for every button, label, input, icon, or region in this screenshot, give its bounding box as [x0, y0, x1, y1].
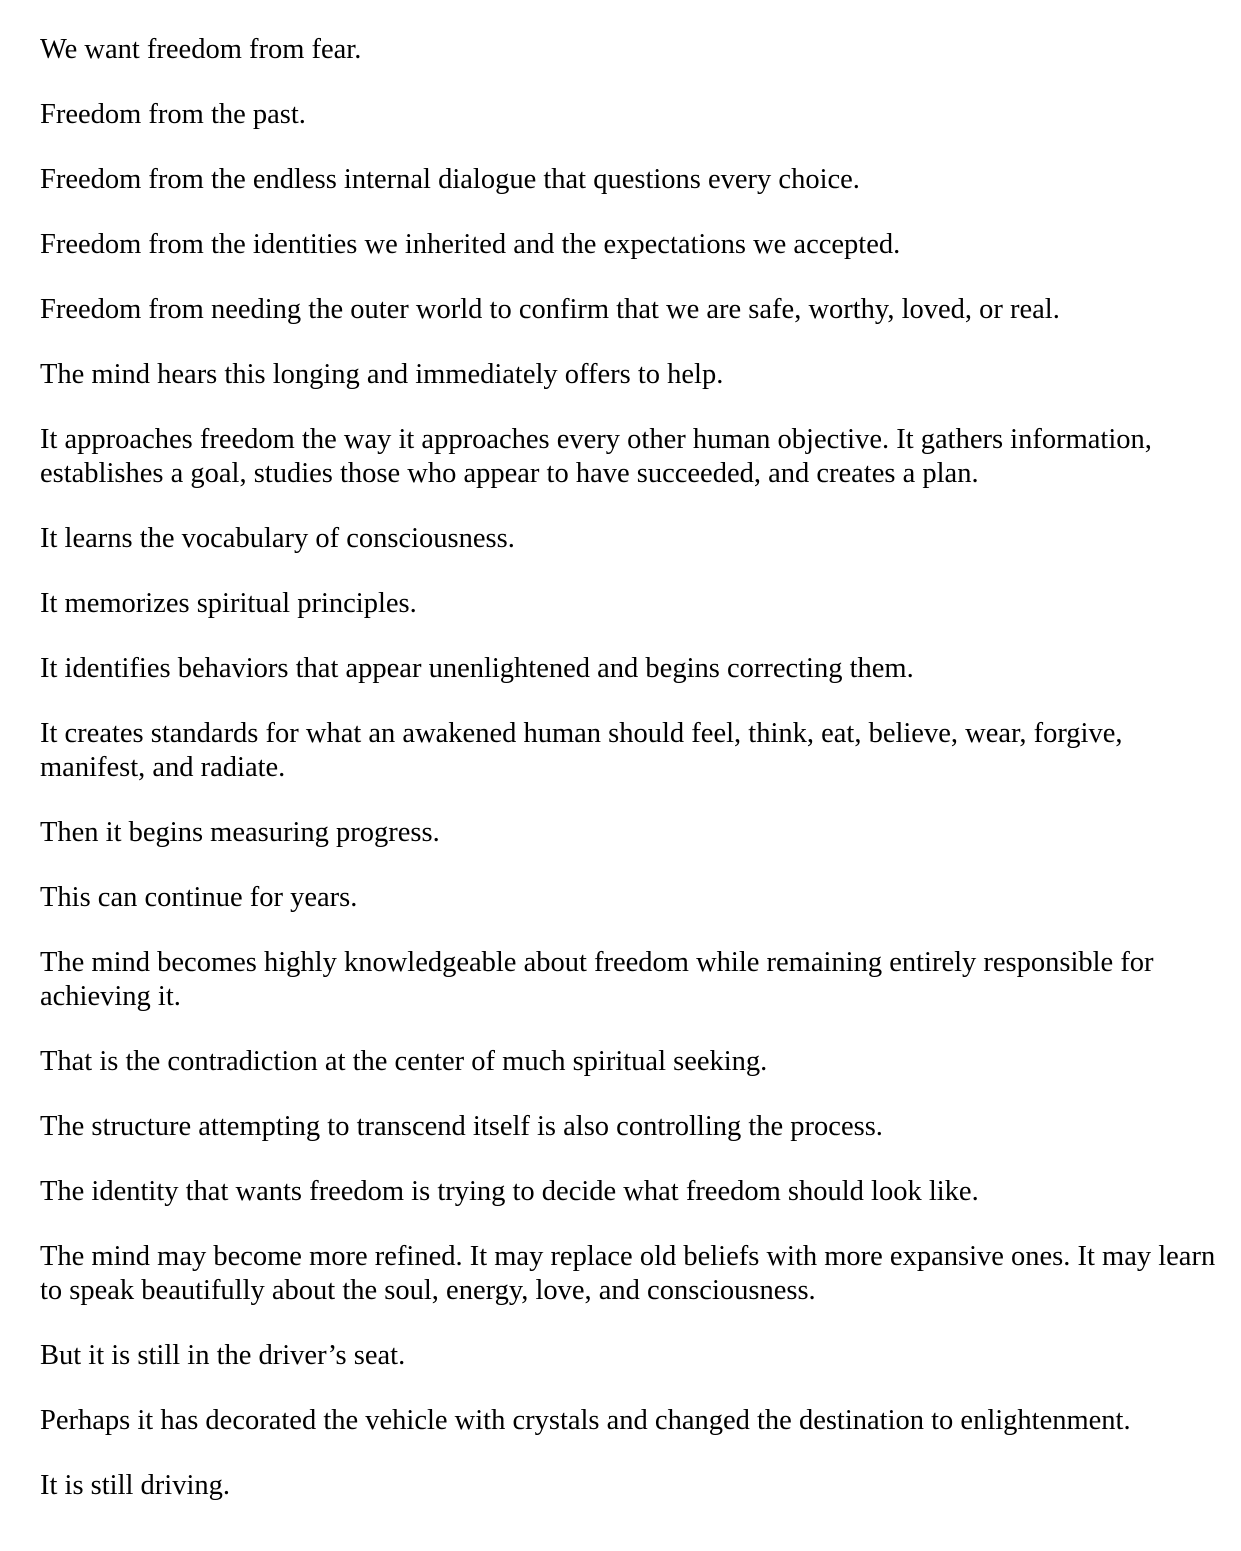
paragraph: It learns the vocabulary of consciousness. [40, 523, 515, 554]
paragraph: It creates standards for what an awakened human should feel, think, eat, believe, wear, forgive, manifest, and radiate. [40, 718, 1123, 783]
paragraph: Freedom from the past. [40, 99, 306, 130]
paragraph: The structure attempting to transcend itself is also controlling the process. [40, 1111, 883, 1142]
paragraph: It approaches freedom the way it approaches every other human objective. It gathers information, establishes a goal, studies those who appear to have succeeded, and creates a plan. [40, 424, 1152, 489]
paragraph: It identifies behaviors that appear unenlightened and begins correcting them. [40, 653, 914, 684]
paragraph: That is the contradiction at the center of much spiritual seeking. [40, 1046, 768, 1077]
paragraph: Freedom from needing the outer world to confirm that we are safe, worthy, loved, or real. [40, 294, 1060, 325]
paragraph: It memorizes spiritual principles. [40, 588, 417, 619]
paragraph: We want freedom from fear. [40, 34, 362, 65]
paragraph: It is still driving. [40, 1470, 231, 1501]
paragraph: Perhaps it has decorated the vehicle with crystals and changed the destination to enlightenment. [40, 1405, 1131, 1436]
paragraph: The identity that wants freedom is trying to decide what freedom should look like. [40, 1176, 979, 1207]
paragraph: Freedom from the identities we inherited and the expectations we accepted. [40, 229, 901, 260]
paragraph: But it is still in the driver’s seat. [40, 1340, 406, 1371]
paragraph: Freedom from the endless internal dialogue that questions every choice. [40, 164, 860, 195]
paragraph: Then it begins measuring progress. [40, 817, 440, 848]
paragraph: The mind may become more refined. It may replace old beliefs with more expansive ones. It may learn to speak beautifully about the soul, energy, love, and consciousness. [40, 1241, 1216, 1306]
paragraph: The mind hears this longing and immediately offers to help. [40, 359, 724, 390]
paragraph: The mind becomes highly knowledgeable about freedom while remaining entirely responsible for achieving it. [40, 947, 1154, 1012]
paragraph: This can continue for years. [40, 882, 358, 913]
